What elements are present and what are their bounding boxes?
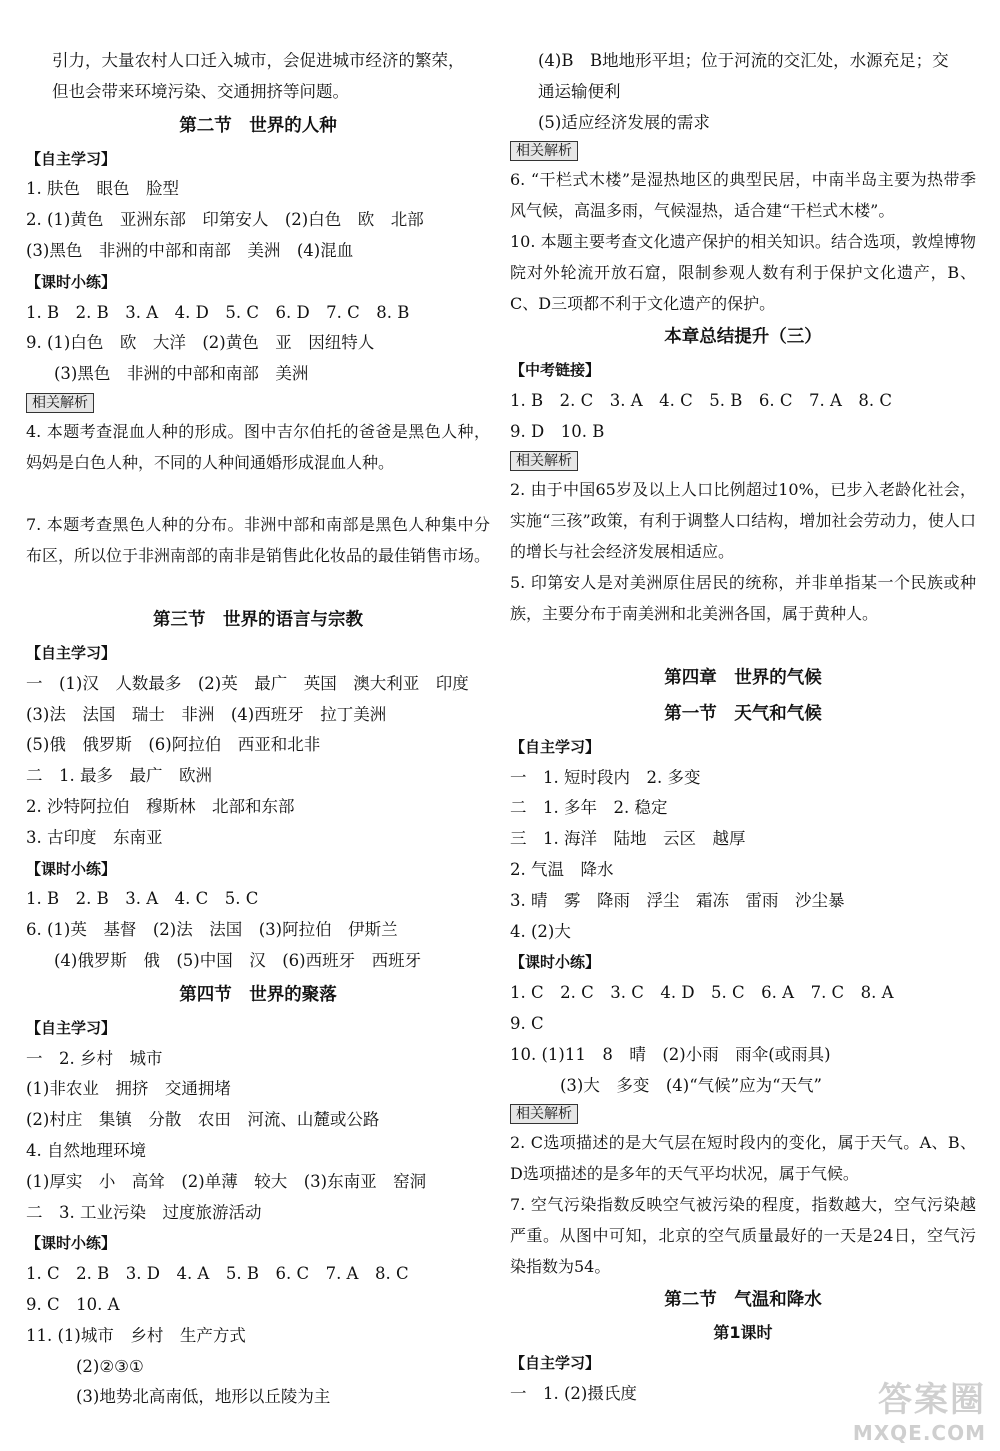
answer-line: 一 2. 乡村 城市 <box>26 1048 163 1068</box>
practice-label: 【课时小练】 <box>26 1234 117 1253</box>
section-title-weather: 第一节 天气和气候 <box>664 703 822 724</box>
explanation-paragraph: 10. 本题主要考查文化遗产保护的相关知识。结合选项，敦煌博物院对外轮流开放石窟，限制参观人数有利于保护文化遗产，B、C、D三项都不利于文化遗产的保护。 <box>510 232 976 314</box>
intro-line-1: 引力，大量农村人口迁入城市，会促进城市经济的繁荣， <box>52 51 465 70</box>
answer-line: (3)法 法国 瑞士 非洲 (4)西班牙 拉丁美洲 <box>26 704 387 724</box>
answer-line: 2. 沙特阿拉伯 穆斯林 北部和东部 <box>26 796 295 816</box>
explanation-paragraph: 7. 空气污染指数反映空气被污染的程度，指数越大，空气污染越严重。从图中可知，北京的空气质量最好的一天是24日，空气污染指数为54。 <box>510 1195 976 1277</box>
section-title-settlement: 第四节 世界的聚落 <box>179 984 337 1005</box>
analysis-tag: 相关解析 <box>510 141 578 161</box>
answer-line: (2)村庄 集镇 分散 农田 河流、山麓或公路 <box>26 1110 380 1130</box>
self-study-label: 【自主学习】 <box>26 149 117 168</box>
answer-line: 1. C 2. C 3. C 4. D 5. C 6. A 7. C 8. A <box>510 983 894 1003</box>
answer-line: (4)俄罗斯 俄 (5)中国 汉 (6)西班牙 西班牙 <box>54 950 422 970</box>
answer-line: 二 3. 工业污染 过度旅游活动 <box>26 1202 262 1222</box>
answer-line: 3. 晴 雾 降雨 浮尘 霜冻 雷雨 沙尘暴 <box>510 890 845 910</box>
answer-line: (3)大 多变 (4)“气候”应为“天气” <box>560 1075 822 1095</box>
answer-line: 1. 肤色 眼色 脸型 <box>26 179 179 199</box>
practice-label: 【课时小练】 <box>26 859 117 878</box>
answer-line: 通运输便利 <box>538 81 621 101</box>
explanation-paragraph: 4. 本题考查混血人种的形成。图中吉尔伯托的爸爸是黑色人种，妈妈是白色人种，不同的人种间通婚形成混血人种。 <box>26 421 490 472</box>
answer-line: 1. C 2. B 3. D 4. A 5. B 6. C 7. A 8. C <box>26 1264 409 1284</box>
self-study-label: 【自主学习】 <box>510 1354 601 1373</box>
answer-line: 一 (1)汉 人数最多 (2)英 最广 英国 澳大利亚 印度 <box>26 673 469 693</box>
answer-line: (3)地势北高南低，地形以丘陵为主 <box>76 1387 331 1407</box>
analysis-tag: 相关解析 <box>510 451 578 471</box>
explanation-paragraph: 7. 本题考查黑色人种的分布。非洲中部和南部是黑色人种集中分布区，所以位于非洲南部的南非是销售此化妆品的最佳销售市场。 <box>26 514 491 565</box>
chapter-title-climate: 第四章 世界的气候 <box>664 667 822 688</box>
answer-line: 4. (2)大 <box>510 921 571 941</box>
answer-line: 1. B 2. B 3. A 4. C 5. C <box>26 889 259 909</box>
answer-line: (1)非农业 拥挤 交通拥堵 <box>26 1079 231 1099</box>
answer-line: 9. C 10. A <box>26 1294 120 1314</box>
exam-link-label: 【中考链接】 <box>510 361 601 380</box>
explanation-paragraph: 5. 印第安人是对美洲原住居民的统称，并非单指某一个民族或种族，主要分布于南美洲和北美洲各国，属于黄种人。 <box>510 572 976 623</box>
right-column <box>510 46 976 1410</box>
section-title-temperature: 第二节 气温和降水 <box>664 1290 822 1311</box>
answer-line: 1. B 2. B 3. A 4. D 5. C 6. D 7. C 8. B <box>26 302 410 322</box>
explanation-paragraph: 2. C选项描述的是大气层在短时段内的变化，属于天气。A、B、D选项描述的是多年的天气平均状况，属于气候。 <box>510 1133 976 1184</box>
section-title-race: 第二节 世界的人种 <box>179 115 337 136</box>
answer-line: 2. (1)黄色 亚洲东部 印第安人 (2)白色 欧 北部 <box>26 210 424 230</box>
watermark-logo <box>853 1372 986 1445</box>
analysis-tag: 相关解析 <box>510 1104 578 1124</box>
answer-line: (5)俄 俄罗斯 (6)阿拉伯 西亚和北非 <box>26 735 321 755</box>
answer-line: (1)厚实 小 高耸 (2)单薄 较大 (3)东南亚 窑洞 <box>26 1171 427 1191</box>
analysis-tag: 相关解析 <box>26 393 94 413</box>
left-column <box>26 46 490 1413</box>
answer-line: 三 1. 海洋 陆地 云区 越厚 <box>510 829 746 849</box>
answer-line: 9. (1)白色 欧 大洋 (2)黄色 亚 因纽特人 <box>26 333 375 353</box>
answer-line: 二 1. 多年 2. 稳定 <box>510 798 668 818</box>
self-study-label: 【自主学习】 <box>26 643 117 662</box>
self-study-label: 【自主学习】 <box>26 1018 117 1037</box>
answer-line: 10. (1)11 8 晴 (2)小雨 雨伞(或雨具) <box>510 1044 831 1064</box>
answer-line: 3. 古印度 东南亚 <box>26 827 163 847</box>
self-study-label: 【自主学习】 <box>510 737 601 756</box>
practice-label: 【课时小练】 <box>510 953 601 972</box>
answer-line: 4. 自然地理环境 <box>26 1140 146 1160</box>
answer-line: 二 1. 最多 最广 欧洲 <box>26 766 212 786</box>
answer-line: 2. 气温 降水 <box>510 859 614 879</box>
answer-line: 11. (1)城市 乡村 生产方式 <box>26 1325 246 1345</box>
intro-line-2: 但也会带来环境污染、交通拥挤等问题。 <box>52 81 349 101</box>
answer-line: 9. C <box>510 1013 544 1033</box>
explanation-paragraph: 6. “干栏式木楼”是湿热地区的典型民居，中南半岛主要为热带季风气候，高温多雨，气候湿热，适合建“干栏式木楼”。 <box>510 170 976 221</box>
answer-line: 一 1. (2)摄氏度 <box>510 1384 637 1404</box>
answer-line: 一 1. 短时段内 2. 多变 <box>510 767 701 787</box>
watermark-url: MXQE.COM <box>852 1421 986 1445</box>
answer-line: (3)黑色 非洲的中部和南部 美洲 (4)混血 <box>26 240 354 260</box>
answer-line: (5)适应经济发展的需求 <box>538 112 710 132</box>
answer-line: (4)B B地地形平坦；位于河流的交汇处，水源充足；交 <box>538 51 949 70</box>
answer-line: 6. (1)英 基督 (2)法 法国 (3)阿拉伯 伊斯兰 <box>26 920 398 940</box>
answer-line: 1. B 2. C 3. A 4. C 5. B 6. C 7. A 8. C <box>510 391 892 411</box>
answer-line: 9. D 10. B <box>510 421 605 441</box>
answer-line: (3)黑色 非洲的中部和南部 美洲 <box>54 364 309 384</box>
lesson-title: 第1课时 <box>713 1323 773 1343</box>
practice-label: 【课时小练】 <box>26 272 117 291</box>
explanation-paragraph: 2. 由于中国65岁及以上人口比例超过10%，已步入老龄化社会，实施“三孩”政策，有利于调整人口结构，增加社会劳动力，使人口的增长与社会经济发展相适应。 <box>510 479 976 561</box>
answer-line: (2)②③① <box>76 1356 144 1376</box>
watermark-text: 答案圈 <box>878 1380 986 1420</box>
section-title-language: 第三节 世界的语言与宗教 <box>153 609 363 630</box>
chapter-summary-title: 本章总结提升（三） <box>664 327 822 348</box>
